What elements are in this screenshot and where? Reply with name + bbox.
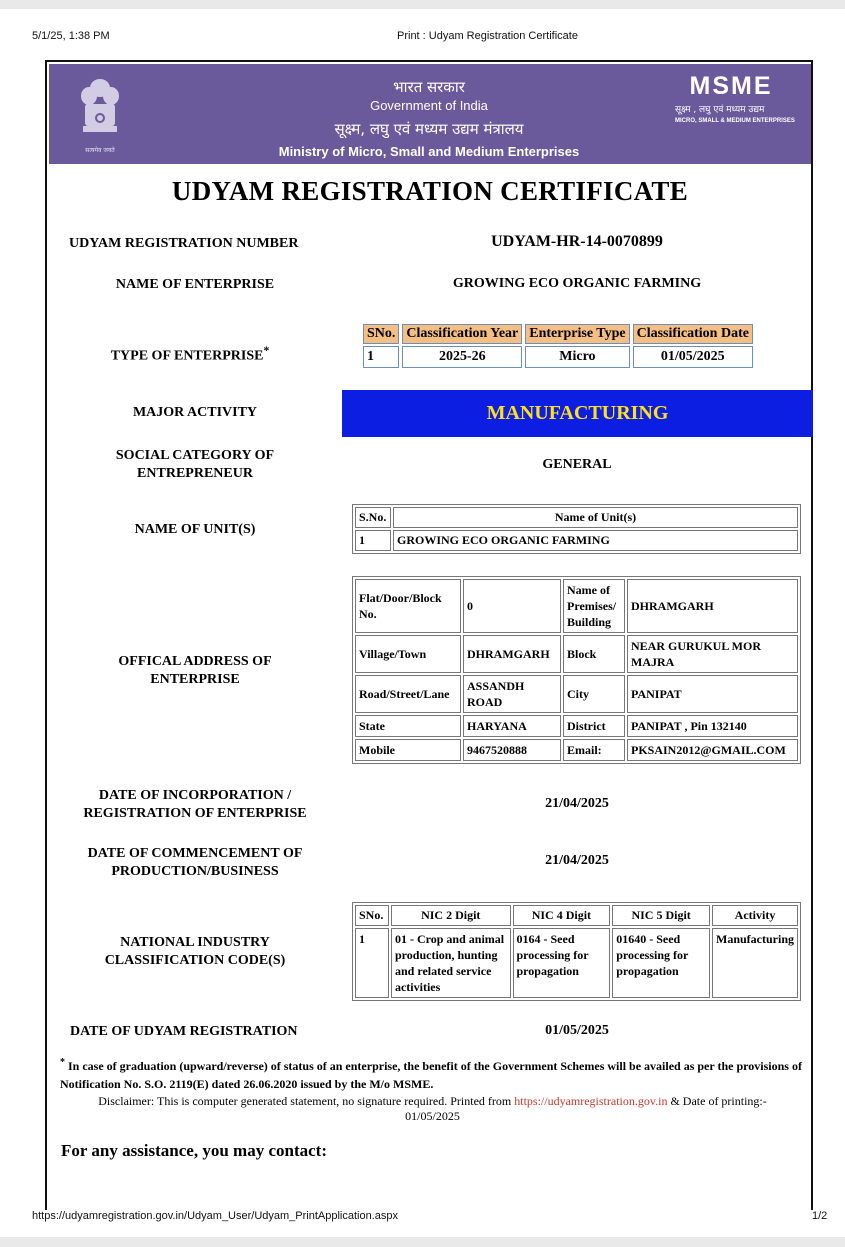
table-cell: 01/05/2025: [633, 346, 753, 368]
commencement-label: [60, 845, 330, 881]
type-label-text: TYPE OF ENTERPRISE: [110, 348, 264, 364]
table-header: Name of Unit(s): [393, 507, 798, 528]
units-label: NAME OF UNIT(S): [134, 522, 256, 537]
table-header: SNo.: [355, 905, 389, 926]
table-cell: Block: [563, 635, 625, 673]
table-cell: Road/Street/Lane: [355, 675, 461, 713]
print-datetime: 5/1/25, 1:38 PM: [32, 30, 110, 42]
table-header: NIC 5 Digit: [612, 905, 710, 926]
enterprise-name: GROWING ECO ORGANIC FARMING: [452, 276, 702, 291]
table-header: Activity: [712, 905, 798, 926]
commencement-label-line1: DATE OF COMMENCEMENT OF: [87, 846, 303, 861]
table-cell: ASSANDH ROAD: [463, 675, 561, 713]
table-header: NIC 4 Digit: [513, 905, 611, 926]
certificate-title: UDYAM REGISTRATION CERTIFICATE: [171, 176, 689, 206]
print-url: https://udyamregistration.gov.in/Udyam_User/Udyam_PrintApplication.aspx: [32, 1210, 399, 1222]
classification-table: [360, 322, 756, 370]
table-row: [355, 579, 798, 633]
table-cell: 01640 - Seed processing for propagation: [612, 928, 710, 998]
type-label: [70, 342, 310, 366]
type-asterisk: *: [263, 344, 270, 357]
contact-heading: For any assistance, you may contact:: [61, 1141, 327, 1160]
address-label-line1: OFFICAL ADDRESS OF: [118, 654, 272, 669]
table-cell: 0: [463, 579, 561, 633]
note-text: In case of graduation (upward/reverse) of status of an enterprise, the benefit of the Government Schemes will be availed as per the provisions of Notification No. S.O. 2119(E) dated 26.06.2020 issued by the M/o MSME.: [60, 1059, 802, 1091]
social-category-label-line1: SOCIAL CATEGORY OF: [115, 448, 275, 463]
table-cell: Name of Premises/ Building: [563, 579, 625, 633]
table-cell: DHRAMGARH: [463, 635, 561, 673]
table-cell: Flat/Door/Block No.: [355, 579, 461, 633]
page-count: 1/2: [812, 1210, 828, 1222]
english-govt: Government of India: [370, 98, 488, 113]
table-cell: 9467520888: [463, 739, 561, 761]
table-row: [355, 530, 798, 551]
disclaimer: [60, 1094, 805, 1124]
graduation-note: [60, 1054, 805, 1093]
disclaimer-suffix: & Date of printing:-: [670, 1094, 767, 1108]
table-cell: District: [563, 715, 625, 737]
address-label-line2: ENTERPRISE: [150, 672, 240, 687]
table-cell: NEAR GURUKUL MOR MAJRA: [627, 635, 798, 673]
hindi-govt: भारत सरकार: [393, 78, 465, 96]
social-category: GENERAL: [542, 457, 612, 472]
table-cell: State: [355, 715, 461, 737]
units-header-row: [355, 507, 798, 528]
udyam-site-link[interactable]: https://udyamregistration.gov.in: [514, 1094, 668, 1108]
table-cell: Village/Town: [355, 635, 461, 673]
table-row: [355, 635, 798, 673]
major-activity-label: MAJOR ACTIVITY: [132, 405, 258, 420]
registration-number-label: UDYAM REGISTRATION NUMBER: [69, 236, 299, 251]
bottom-strip: [0, 1237, 845, 1247]
emblem-caption: सत्यमेव जयते: [85, 147, 115, 154]
national-emblem-icon: [77, 74, 123, 158]
table-cell: Mobile: [355, 739, 461, 761]
msme-logo: [675, 73, 787, 97]
table-cell: City: [563, 675, 625, 713]
social-category-label: [70, 447, 320, 483]
disclaimer-date: 01/05/2025: [405, 1109, 460, 1123]
incorporation-label: [60, 787, 330, 823]
svg-text:MSME: MSME: [689, 73, 773, 97]
table-cell: GROWING ECO ORGANIC FARMING: [393, 530, 798, 551]
nic-label-line1: NATIONAL INDUSTRY: [120, 935, 270, 950]
hindi-ministry: सूक्ष्म, लघु एवं मध्यम उद्यम मंत्रालय: [334, 120, 524, 138]
table-cell: 0164 - Seed processing for propagation: [513, 928, 611, 998]
table-cell: 01 - Crop and animal production, hunting and related service activities: [391, 928, 511, 998]
incorporation-label-line2: REGISTRATION OF ENTERPRISE: [83, 806, 307, 821]
table-row: [355, 739, 798, 761]
address-table: [352, 576, 801, 764]
address-label: [70, 653, 320, 689]
nic-label-line2: CLASSIFICATION CODE(S): [104, 953, 286, 968]
incorporation-label-line1: DATE OF INCORPORATION /: [98, 788, 292, 803]
udyam-date-label: DATE OF UDYAM REGISTRATION: [70, 1024, 298, 1039]
table-cell: DHRAMGARH: [627, 579, 798, 633]
table-row: [355, 715, 798, 737]
msme-english-tagline: MICRO, SMALL & MEDIUM ENTERPRISES: [675, 118, 795, 124]
table-header: S.No.: [355, 507, 391, 528]
top-strip: [0, 0, 845, 9]
registration-number: UDYAM-HR-14-0070899: [491, 233, 663, 250]
table-row: [355, 928, 798, 998]
table-cell: Email:: [563, 739, 625, 761]
table-cell: Manufacturing: [712, 928, 798, 998]
table-cell: PANIPAT: [627, 675, 798, 713]
table-cell: 1: [363, 346, 399, 368]
commencement-date: 21/04/2025: [545, 853, 609, 868]
units-table: [352, 504, 801, 554]
nic-label: [60, 934, 330, 970]
table-header: Classification Date: [633, 324, 753, 344]
english-ministry: Ministry of Micro, Small and Medium Enterprises: [278, 144, 580, 159]
major-activity-value: MANUFACTURING: [342, 390, 813, 437]
udyam-date: 01/05/2025: [545, 1023, 609, 1038]
disclaimer-prefix: Disclaimer: This is computer generated statement, no signature required. Printed from: [98, 1094, 512, 1108]
nic-header-row: [355, 905, 798, 926]
table-cell: HARYANA: [463, 715, 561, 737]
social-category-label-line2: ENTREPRENEUR: [137, 466, 253, 481]
table-header: Classification Year: [402, 324, 522, 344]
table-header: SNo.: [363, 324, 399, 344]
table-cell: Micro: [525, 346, 629, 368]
print-page-title: Print : Udyam Registration Certificate: [397, 30, 578, 42]
note-asterisk: *: [60, 1057, 65, 1068]
table-cell: 1: [355, 530, 391, 551]
msme-hindi-tagline: सूक्ष्म , लघु एवं मध्यम उद्यम: [675, 105, 765, 115]
table-row: [363, 346, 753, 368]
incorporation-date: 21/04/2025: [545, 796, 609, 811]
nic-table: [352, 902, 801, 1001]
table-row: [355, 675, 798, 713]
table-header: NIC 2 Digit: [391, 905, 511, 926]
classification-header-row: [363, 324, 753, 344]
table-header: Enterprise Type: [525, 324, 629, 344]
table-cell: PANIPAT , Pin 132140: [627, 715, 798, 737]
table-cell: 2025-26: [402, 346, 522, 368]
enterprise-name-label: NAME OF ENTERPRISE: [115, 277, 275, 292]
table-cell: 1: [355, 928, 389, 998]
table-cell: PKSAIN2012@GMAIL.COM: [627, 739, 798, 761]
commencement-label-line2: PRODUCTION/BUSINESS: [111, 864, 279, 879]
ministry-banner: [49, 64, 811, 164]
